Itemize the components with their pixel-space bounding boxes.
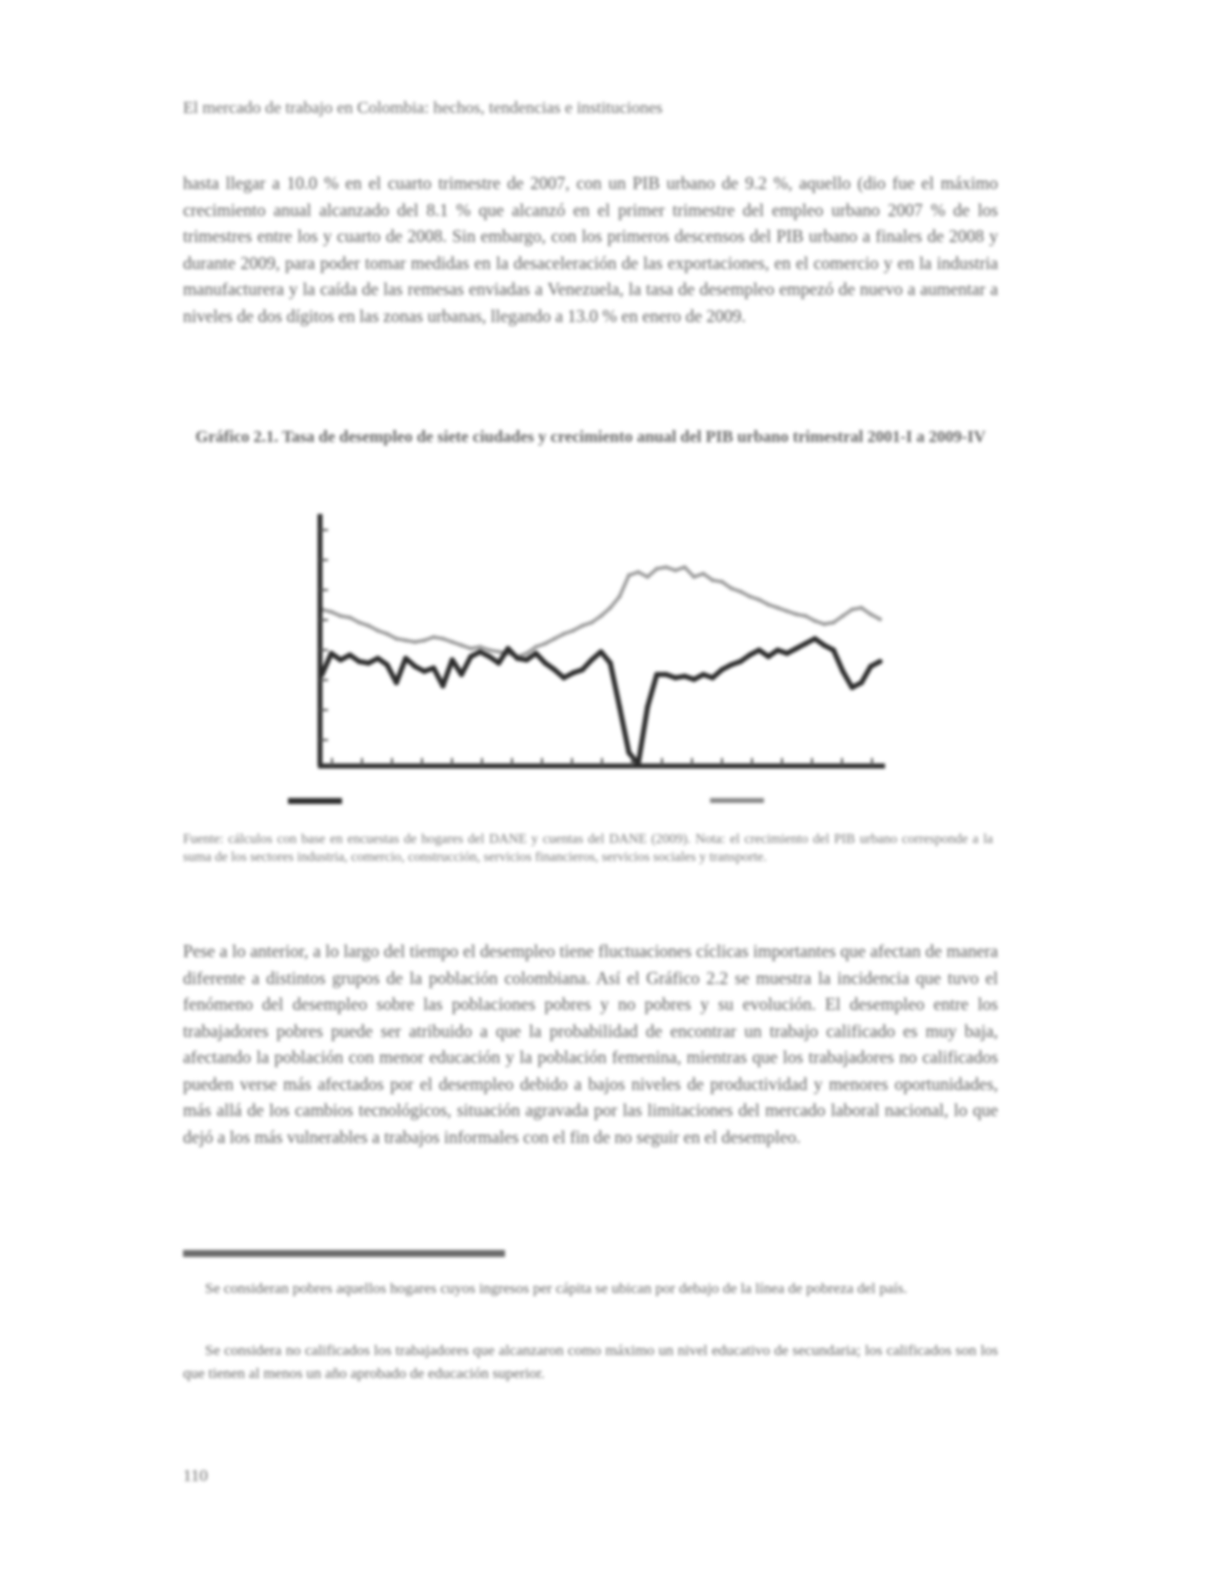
series-1-point: [664, 565, 668, 569]
series-2-point: [459, 672, 464, 677]
series-2-point: [877, 659, 882, 664]
series-2-point: [505, 646, 510, 651]
series-1-point: [850, 608, 854, 612]
series-1-point: [636, 570, 640, 574]
series-2-point: [347, 652, 352, 657]
series-1-point: [720, 580, 724, 584]
series-1-point: [608, 606, 612, 610]
series-2-point: [682, 674, 687, 679]
series-1-point: [394, 637, 398, 641]
series-2-point: [431, 665, 436, 670]
chart-legend: [288, 798, 764, 804]
series-1-point: [822, 622, 826, 626]
series-1-point: [441, 637, 445, 641]
axis-ticks-group: [320, 530, 872, 766]
series-1-point: [590, 621, 594, 625]
series-1-point: [497, 650, 501, 654]
chart-source-note: Fuente: cálculos con base en encuestas de hogares del DANE y cuentas del DANE (2009). Nota: el crecimiento del PIB urbano corresponde a la suma de los sectores industria, comercio, construcción, servicios financieros, servicios sociales y transporte.: [183, 831, 993, 864]
series-2-point: [385, 662, 390, 667]
series-1-point: [841, 614, 845, 618]
series-1-point: [599, 614, 603, 618]
series-2-point: [729, 662, 734, 667]
series-2-point: [868, 664, 873, 669]
series-1-point: [673, 568, 677, 572]
series-2-point: [533, 651, 538, 656]
series-1-point: [729, 586, 733, 590]
series-1-point: [432, 635, 436, 639]
series-2-point: [478, 649, 483, 654]
series-2-point: [794, 646, 799, 651]
series-2-point: [831, 648, 836, 653]
series-2-point: [617, 705, 622, 710]
series-2-point: [784, 651, 789, 656]
series-2-point: [403, 656, 408, 661]
series-1-point: [450, 640, 454, 644]
series-1-point: [739, 590, 743, 594]
series-line-1: [322, 567, 880, 656]
line-chart: [280, 500, 900, 820]
series-1-point: [422, 638, 426, 642]
series-2-point: [440, 683, 445, 688]
series-2-point: [664, 672, 669, 677]
series-2-point: [412, 664, 417, 669]
series-1-point: [766, 603, 770, 607]
series-2-point: [375, 656, 380, 661]
series-2-point: [608, 661, 613, 666]
series-1-point: [562, 632, 566, 636]
series-2-point: [561, 675, 566, 680]
series-2-point: [822, 643, 827, 648]
series-2-point: [747, 652, 752, 657]
series-1-point: [534, 645, 538, 649]
series-1-point: [367, 624, 371, 628]
series-1-point: [413, 640, 417, 644]
series-2-point: [803, 641, 808, 646]
series-2-point: [394, 680, 399, 685]
series-2-point: [552, 667, 557, 672]
legend-swatch-2: [710, 798, 764, 803]
series-1-point: [794, 612, 798, 616]
series-2-point: [691, 677, 696, 682]
series-1-point: [478, 645, 482, 649]
series-2-point: [850, 685, 855, 690]
series-2-point: [598, 649, 603, 654]
series-1-point: [757, 598, 761, 602]
series-1-point: [655, 567, 659, 571]
series-1-point: [627, 573, 631, 577]
chart-lines-group: [319, 565, 882, 766]
series-1-point: [580, 624, 584, 628]
series-1-point: [646, 575, 650, 579]
series-1-point: [553, 637, 557, 641]
series-1-point: [692, 575, 696, 579]
series-1-point: [460, 643, 464, 647]
series-1-point: [525, 651, 529, 655]
series-2-point: [357, 659, 362, 664]
series-2-point: [757, 648, 762, 653]
series-1-point: [487, 648, 491, 652]
body-paragraph-1: hasta llegar a 10.0 % en el cuarto trimestre de 2007, con un PIB urbano de 9.2 %, aquello (dio fue el máximo crecimiento anual alcanzado del 8.1 % que alcanzó en el primer trimestre del empleo urbano 2007 % de los trimestres entre los y cuarto de 2008. Sin embargo, con los primeros descensos del PIB urbano a finales de 2008 y durante 2009, para poder tomar medidas en la desaceleración de las exportaciones, en el comercio y en la industria manufacturera y la caída de las remesas enviadas a Venezuela, la tasa de desempleo empezó de nuevo a aumentar a niveles de dos dígitos en las zonas urbanas, llegando a 13.0 % en enero de 2009.: [183, 173, 998, 326]
series-1-point: [701, 572, 705, 576]
series-1-point: [711, 578, 715, 582]
footnote-divider: [183, 1250, 505, 1257]
series-2-point: [487, 654, 492, 659]
series-2-point: [766, 654, 771, 659]
series-2-point: [719, 667, 724, 672]
series-2-point: [366, 661, 371, 666]
body-paragraph-2: Pese a lo anterior, a lo largo del tiempo el desempleo tiene fluctuaciones cíclicas importantes que afectan de manera diferente a distintos grupos de la población colombiana. Así el Gráfico 2.2 se muestra la incidencia que tuvo el fenómeno del desempleo sobre las poblaciones pobres y no pobres y su evolución. El desempleo entre los trabajadores pobres puede ser atribuido a que la probabilidad de encontrar un trabajo calificado es muy baja, afectando la población con menor educación y la población femenina, mientras que los trabajadores no calificados pueden verse más afectados por el desempleo debido a bajos niveles de productividad y menores oportunidades, más allá de los cambios tecnológicos, situación agravada por las limitaciones del mercado laboral nacional, lo que dejó a los más vulnerables a trabajos informales con el fin de no seguir en el desempleo.: [183, 941, 998, 1147]
footnote-1: Se consideran pobres aquellos hogares cuyos ingresos per cápita se ubican por debajo de la línea de pobreza del país.: [205, 1281, 908, 1297]
series-2-point: [422, 669, 427, 674]
series-1-point: [878, 617, 882, 621]
series-2-point: [450, 657, 455, 662]
series-2-point: [859, 680, 864, 685]
legend-swatch-1: [288, 798, 342, 804]
series-1-point: [869, 612, 873, 616]
series-2-point: [840, 669, 845, 674]
series-2-point: [710, 675, 715, 680]
series-1-point: [571, 629, 575, 633]
series-2-point: [496, 661, 501, 666]
series-2-point: [775, 648, 780, 653]
series-1-point: [357, 621, 361, 625]
series-2-point: [645, 705, 650, 710]
series-1-point: [348, 616, 352, 620]
series-1-point: [543, 642, 547, 646]
series-2-point: [524, 657, 529, 662]
series-2-point: [738, 659, 743, 664]
series-2-point: [515, 656, 520, 661]
series-2-point: [626, 750, 631, 755]
series-2-point: [543, 661, 548, 666]
series-1-point: [832, 621, 836, 625]
series-2-point: [468, 654, 473, 659]
series-2-point: [571, 670, 576, 675]
footnote-2: Se considera no calificados los trabajadores que alcanzaron como máximo un nivel educativo de secundaria; los calificados son los que tienen al menos un año aprobado de educación superior.: [183, 1343, 998, 1382]
series-1-point: [776, 606, 780, 610]
series-2-point: [580, 667, 585, 672]
series-1-point: [785, 609, 789, 613]
running-head: El mercado de trabajo en Colombia: hechos, tendencias e instituciones: [183, 98, 663, 117]
series-1-point: [404, 638, 408, 642]
series-1-point: [469, 647, 473, 651]
series-1-point: [339, 614, 343, 618]
series-2-point: [338, 657, 343, 662]
series-1-point: [329, 610, 333, 614]
series-1-point: [804, 614, 808, 618]
series-2-point: [673, 675, 678, 680]
series-1-point: [859, 606, 863, 610]
series-2-point: [329, 651, 334, 656]
chart-caption: Gráfico 2.1. Tasa de desempleo de siete ciudades y crecimiento anual del PIB urbano trimestral 2001-I a 2009-IV: [195, 427, 986, 446]
series-1-point: [748, 595, 752, 599]
series-2-point: [654, 672, 659, 677]
series-2-point: [701, 672, 706, 677]
series-1-point: [683, 565, 687, 569]
series-1-point: [376, 629, 380, 633]
series-1-point: [813, 619, 817, 623]
series-2-point: [589, 657, 594, 662]
series-1-point: [385, 632, 389, 636]
page-number: 110: [183, 1466, 208, 1485]
series-1-point: [618, 595, 622, 599]
series-2-point: [812, 636, 817, 641]
